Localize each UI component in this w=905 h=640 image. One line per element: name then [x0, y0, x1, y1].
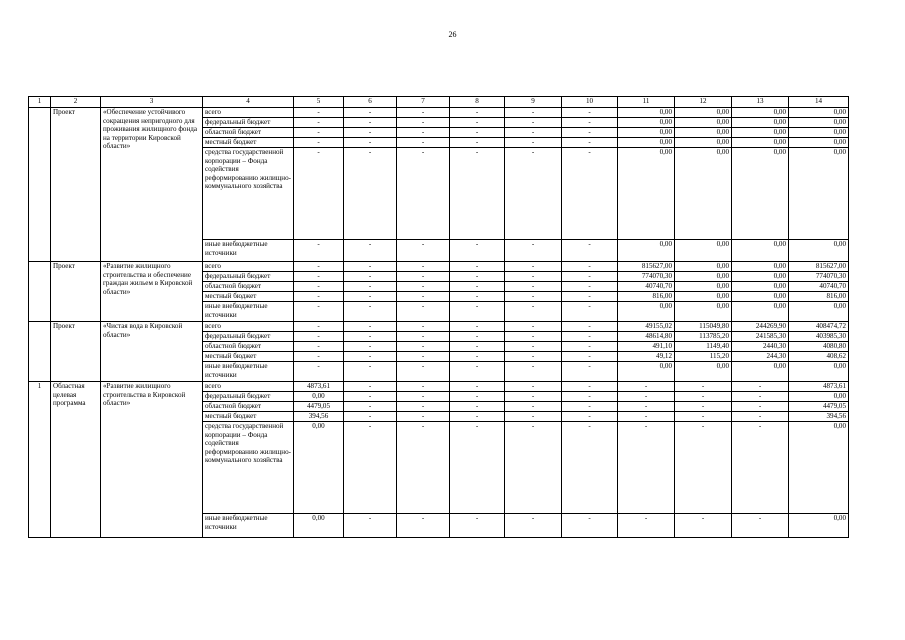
value-cell: - — [450, 272, 505, 282]
value-cell: - — [397, 332, 450, 342]
value-cell: - — [505, 392, 562, 402]
funding-source: иные внебюджетные источники — [203, 302, 294, 322]
value-cell: 0,00 — [732, 138, 789, 148]
value-cell: - — [505, 272, 562, 282]
value-cell: - — [505, 342, 562, 352]
value-cell: 113785,20 — [675, 332, 732, 342]
funding-source: всего — [203, 322, 294, 332]
value-cell: - — [450, 412, 505, 422]
value-cell: - — [294, 322, 344, 332]
column-header: 12 — [675, 97, 732, 108]
value-cell: - — [344, 422, 397, 514]
value-cell: 0,00 — [618, 148, 675, 240]
value-cell: - — [397, 282, 450, 292]
value-cell: - — [450, 332, 505, 342]
value-cell: - — [562, 422, 618, 514]
value-cell: - — [675, 392, 732, 402]
column-header: 10 — [562, 97, 618, 108]
value-cell: - — [450, 118, 505, 128]
value-cell: - — [618, 514, 675, 538]
value-cell: - — [294, 272, 344, 282]
value-cell: 0,00 — [675, 138, 732, 148]
value-cell: 491,10 — [618, 342, 675, 352]
value-cell: 816,00 — [618, 292, 675, 302]
value-cell: 115,20 — [675, 352, 732, 362]
value-cell: 4873,61 — [294, 382, 344, 392]
table-body — [29, 108, 849, 538]
value-cell: - — [450, 352, 505, 362]
value-cell: - — [450, 422, 505, 514]
value-cell: - — [505, 382, 562, 392]
column-header: 8 — [450, 97, 505, 108]
table-row — [29, 108, 849, 118]
value-cell: - — [675, 382, 732, 392]
value-cell: 2440,30 — [732, 342, 789, 352]
value-cell: 0,00 — [732, 240, 789, 262]
value-cell: - — [618, 382, 675, 392]
value-cell: - — [505, 240, 562, 262]
value-cell: - — [450, 108, 505, 118]
value-cell: - — [344, 302, 397, 322]
budget-table — [28, 96, 849, 538]
value-cell: 244269,90 — [732, 322, 789, 332]
value-cell: 0,00 — [675, 128, 732, 138]
value-cell: - — [505, 332, 562, 342]
value-cell: 0,00 — [789, 128, 849, 138]
funding-source: местный бюджет — [203, 352, 294, 362]
value-cell: 0,00 — [732, 292, 789, 302]
funding-source: федеральный бюджет — [203, 392, 294, 402]
value-cell: 0,00 — [618, 302, 675, 322]
section-name: «Развитие жилищного строительства и обеспечение граждан жильем в Кировской области» — [101, 262, 203, 322]
value-cell: - — [450, 138, 505, 148]
value-cell: - — [344, 332, 397, 342]
column-header: 1 — [29, 97, 51, 108]
value-cell: 816,00 — [789, 292, 849, 302]
value-cell: - — [732, 412, 789, 422]
column-header: 7 — [397, 97, 450, 108]
value-cell: - — [344, 402, 397, 412]
value-cell: - — [505, 148, 562, 240]
value-cell: - — [505, 138, 562, 148]
value-cell: - — [505, 402, 562, 412]
value-cell: 0,00 — [789, 362, 849, 382]
funding-source: федеральный бюджет — [203, 272, 294, 282]
value-cell: 241585,30 — [732, 332, 789, 342]
value-cell: - — [562, 332, 618, 342]
value-cell: 0,00 — [732, 128, 789, 138]
value-cell: - — [344, 240, 397, 262]
value-cell: - — [732, 514, 789, 538]
value-cell: 0,00 — [675, 108, 732, 118]
value-cell: 0,00 — [294, 392, 344, 402]
value-cell: 0,00 — [789, 138, 849, 148]
value-cell: 0,00 — [294, 514, 344, 538]
column-header: 9 — [505, 97, 562, 108]
value-cell: - — [397, 402, 450, 412]
value-cell: - — [562, 292, 618, 302]
value-cell: 0,00 — [789, 240, 849, 262]
section-number — [29, 108, 51, 262]
value-cell: 0,00 — [675, 118, 732, 128]
section-type: Областная целевая программа — [51, 382, 101, 538]
funding-source: местный бюджет — [203, 138, 294, 148]
value-cell: - — [562, 514, 618, 538]
value-cell: - — [344, 352, 397, 362]
value-cell: 0,00 — [732, 362, 789, 382]
value-cell: 4479,05 — [294, 402, 344, 412]
value-cell: - — [344, 382, 397, 392]
column-header: 14 — [789, 97, 849, 108]
value-cell: - — [294, 118, 344, 128]
funding-source: всего — [203, 262, 294, 272]
value-cell: - — [294, 332, 344, 342]
value-cell: 0,00 — [789, 392, 849, 402]
value-cell: - — [618, 422, 675, 514]
funding-source: всего — [203, 108, 294, 118]
value-cell: 244,30 — [732, 352, 789, 362]
value-cell: 4080,80 — [789, 342, 849, 352]
value-cell: 0,00 — [732, 272, 789, 282]
value-cell: 0,00 — [675, 302, 732, 322]
value-cell: - — [397, 514, 450, 538]
section-name: «Развитие жилищного строительства в Кировской области» — [101, 382, 203, 538]
value-cell: - — [397, 148, 450, 240]
value-cell: - — [562, 138, 618, 148]
value-cell: 0,00 — [732, 282, 789, 292]
value-cell: - — [397, 382, 450, 392]
value-cell: - — [344, 362, 397, 382]
value-cell: - — [732, 382, 789, 392]
header-row — [29, 97, 849, 108]
value-cell: - — [294, 292, 344, 302]
value-cell: 0,00 — [675, 272, 732, 282]
value-cell: 0,00 — [732, 108, 789, 118]
value-cell: - — [294, 240, 344, 262]
section-number — [29, 262, 51, 322]
value-cell: - — [397, 342, 450, 352]
value-cell: - — [344, 292, 397, 302]
value-cell: - — [397, 272, 450, 282]
column-header: 11 — [618, 97, 675, 108]
value-cell: - — [344, 322, 397, 332]
value-cell: - — [397, 292, 450, 302]
value-cell: 0,00 — [618, 362, 675, 382]
value-cell: 0,00 — [618, 240, 675, 262]
value-cell: 0,00 — [789, 422, 849, 514]
value-cell: - — [344, 118, 397, 128]
value-cell: 0,00 — [618, 108, 675, 118]
value-cell: - — [397, 108, 450, 118]
value-cell: - — [294, 352, 344, 362]
value-cell: - — [450, 392, 505, 402]
value-cell: - — [397, 392, 450, 402]
value-cell: 394,56 — [789, 412, 849, 422]
value-cell: - — [294, 138, 344, 148]
funding-source: всего — [203, 382, 294, 392]
value-cell: 48614,80 — [618, 332, 675, 342]
value-cell: - — [397, 138, 450, 148]
value-cell: - — [505, 422, 562, 514]
value-cell: 0,00 — [732, 148, 789, 240]
value-cell: 815627,00 — [618, 262, 675, 272]
value-cell: - — [450, 514, 505, 538]
value-cell: 40740,70 — [618, 282, 675, 292]
table-row — [29, 382, 849, 392]
value-cell: - — [505, 362, 562, 382]
funding-source: иные внебюджетные источники — [203, 240, 294, 262]
value-cell: 0,00 — [675, 148, 732, 240]
value-cell: - — [562, 402, 618, 412]
value-cell: - — [450, 342, 505, 352]
column-header: 3 — [101, 97, 203, 108]
funding-source: местный бюджет — [203, 292, 294, 302]
value-cell: - — [505, 302, 562, 322]
funding-source: средства государственной корпорации – Фонда содействия реформированию жилищно-коммунального хозяйства — [203, 422, 294, 514]
value-cell: - — [450, 382, 505, 392]
funding-source: федеральный бюджет — [203, 332, 294, 342]
value-cell: - — [562, 352, 618, 362]
value-cell: - — [505, 108, 562, 118]
value-cell: - — [562, 412, 618, 422]
funding-source: областной бюджет — [203, 402, 294, 412]
value-cell: 0,00 — [675, 262, 732, 272]
column-header: 13 — [732, 97, 789, 108]
value-cell: - — [562, 240, 618, 262]
value-cell: - — [450, 302, 505, 322]
value-cell: - — [450, 148, 505, 240]
value-cell: - — [562, 108, 618, 118]
funding-source: иные внебюджетные источники — [203, 362, 294, 382]
value-cell: - — [562, 262, 618, 272]
value-cell: 394,56 — [294, 412, 344, 422]
value-cell: - — [562, 148, 618, 240]
value-cell: - — [562, 362, 618, 382]
table-row — [29, 322, 849, 332]
value-cell: - — [450, 128, 505, 138]
value-cell: - — [397, 352, 450, 362]
value-cell: - — [294, 128, 344, 138]
table-header — [29, 97, 849, 108]
value-cell: - — [732, 422, 789, 514]
value-cell: - — [397, 412, 450, 422]
value-cell: - — [294, 262, 344, 272]
value-cell: - — [397, 422, 450, 514]
value-cell: - — [505, 282, 562, 292]
value-cell: - — [397, 302, 450, 322]
value-cell: 0,00 — [732, 262, 789, 272]
value-cell: - — [732, 402, 789, 412]
value-cell: 0,00 — [675, 362, 732, 382]
value-cell: - — [450, 402, 505, 412]
value-cell: 774070,30 — [789, 272, 849, 282]
value-cell: 408474,72 — [789, 322, 849, 332]
value-cell: - — [675, 402, 732, 412]
value-cell: - — [562, 322, 618, 332]
value-cell: 40740,70 — [789, 282, 849, 292]
value-cell: - — [344, 262, 397, 272]
value-cell: 0,00 — [618, 128, 675, 138]
value-cell: - — [397, 262, 450, 272]
value-cell: 815627,00 — [789, 262, 849, 272]
value-cell: 115049,80 — [675, 322, 732, 332]
table-row — [29, 262, 849, 272]
value-cell: 0,00 — [294, 422, 344, 514]
value-cell: - — [562, 272, 618, 282]
value-cell: - — [505, 292, 562, 302]
value-cell: 4873,61 — [789, 382, 849, 392]
value-cell: - — [562, 118, 618, 128]
column-header: 2 — [51, 97, 101, 108]
value-cell: - — [294, 282, 344, 292]
section-type: Проект — [51, 108, 101, 262]
value-cell: 0,00 — [675, 292, 732, 302]
value-cell: 0,00 — [789, 148, 849, 240]
value-cell: - — [675, 412, 732, 422]
value-cell: - — [562, 282, 618, 292]
value-cell: - — [450, 322, 505, 332]
funding-source: областной бюджет — [203, 128, 294, 138]
funding-source: средства государственной корпорации – Фонда содействия реформированию жилищно-коммунального хозяйства — [203, 148, 294, 240]
value-cell: - — [505, 412, 562, 422]
value-cell: - — [450, 282, 505, 292]
column-header: 4 — [203, 97, 294, 108]
value-cell: - — [344, 148, 397, 240]
value-cell: - — [562, 128, 618, 138]
value-cell: - — [450, 362, 505, 382]
value-cell: 0,00 — [789, 302, 849, 322]
section-name: «Чистая вода в Кировской области» — [101, 322, 203, 382]
value-cell: - — [344, 282, 397, 292]
value-cell: - — [344, 514, 397, 538]
value-cell: 774070,30 — [618, 272, 675, 282]
value-cell: - — [294, 302, 344, 322]
value-cell: - — [675, 422, 732, 514]
value-cell: - — [618, 402, 675, 412]
value-cell: - — [294, 108, 344, 118]
value-cell: - — [562, 382, 618, 392]
value-cell: - — [294, 362, 344, 382]
value-cell: - — [562, 302, 618, 322]
value-cell: - — [344, 138, 397, 148]
value-cell: 408,62 — [789, 352, 849, 362]
value-cell: 0,00 — [789, 514, 849, 538]
value-cell: - — [344, 128, 397, 138]
value-cell: - — [505, 514, 562, 538]
value-cell: 403985,30 — [789, 332, 849, 342]
value-cell: 49155,02 — [618, 322, 675, 332]
page-number: 26 — [448, 30, 457, 39]
value-cell: - — [397, 240, 450, 262]
value-cell: - — [397, 118, 450, 128]
value-cell: 1149,40 — [675, 342, 732, 352]
value-cell: - — [675, 514, 732, 538]
value-cell: - — [397, 362, 450, 382]
funding-source: областной бюджет — [203, 282, 294, 292]
value-cell: - — [618, 392, 675, 402]
section-type: Проект — [51, 322, 101, 382]
funding-source: федеральный бюджет — [203, 118, 294, 128]
value-cell: - — [505, 352, 562, 362]
section-name: «Обеспечение устойчивого сокращения непригодного для проживания жилищного фонда на территории Кировской области» — [101, 108, 203, 262]
value-cell: 0,00 — [675, 240, 732, 262]
value-cell: 0,00 — [789, 118, 849, 128]
value-cell: - — [505, 128, 562, 138]
value-cell: - — [505, 322, 562, 332]
funding-source: иные внебюджетные источники — [203, 514, 294, 538]
value-cell: - — [505, 262, 562, 272]
value-cell: - — [344, 342, 397, 352]
column-header: 6 — [344, 97, 397, 108]
section-number: 1 — [29, 382, 51, 538]
value-cell: 0,00 — [732, 302, 789, 322]
column-header: 5 — [294, 97, 344, 108]
value-cell: - — [344, 108, 397, 118]
funding-source: местный бюджет — [203, 412, 294, 422]
value-cell: - — [450, 292, 505, 302]
value-cell: - — [618, 412, 675, 422]
value-cell: - — [450, 240, 505, 262]
value-cell: - — [344, 272, 397, 282]
value-cell: 0,00 — [789, 108, 849, 118]
value-cell: - — [562, 392, 618, 402]
value-cell: 0,00 — [618, 118, 675, 128]
value-cell: - — [397, 322, 450, 332]
value-cell: 49,12 — [618, 352, 675, 362]
section-type: Проект — [51, 262, 101, 322]
value-cell: 0,00 — [675, 282, 732, 292]
value-cell: - — [344, 412, 397, 422]
value-cell: - — [562, 342, 618, 352]
funding-source: областной бюджет — [203, 342, 294, 352]
value-cell: - — [294, 342, 344, 352]
section-number — [29, 322, 51, 382]
value-cell: - — [505, 118, 562, 128]
value-cell: - — [294, 148, 344, 240]
value-cell: 4479,05 — [789, 402, 849, 412]
value-cell: 0,00 — [732, 118, 789, 128]
value-cell: - — [450, 262, 505, 272]
value-cell: - — [732, 392, 789, 402]
value-cell: 0,00 — [618, 138, 675, 148]
value-cell: - — [397, 128, 450, 138]
value-cell: - — [344, 392, 397, 402]
